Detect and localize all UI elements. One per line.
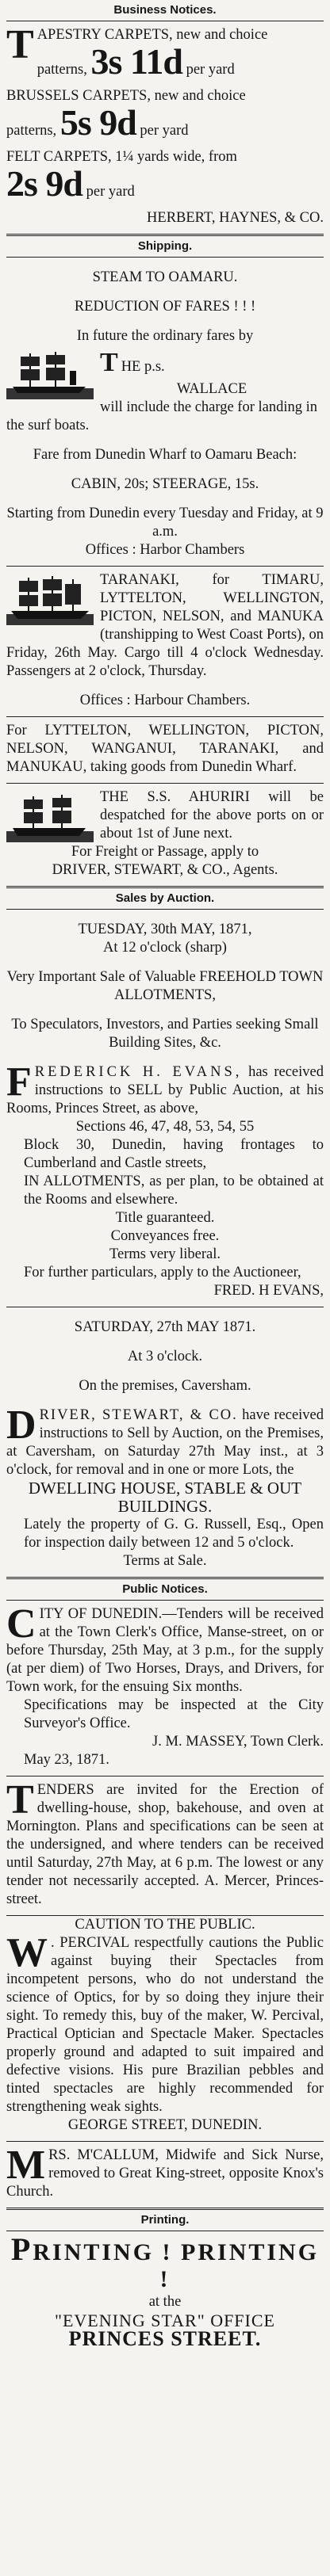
- sale-body: has received instructions to SELL by Public Auction, at his Rooms, Princes Street, as above,: [6, 1064, 324, 1116]
- price-post: per yard: [86, 184, 135, 200]
- dropcap: D: [6, 1402, 36, 1448]
- felt-text: FELT CARPETS, 1¼ yards wide, from: [6, 149, 237, 165]
- ship-illustration-icon: [6, 792, 94, 834]
- divider: [6, 566, 324, 567]
- dropcap: T: [6, 1777, 34, 1822]
- price-pre: patterns,: [6, 123, 57, 139]
- dropcap: F: [6, 1059, 32, 1105]
- sale-audience: To Speculators, Investors, and Parties seeking Small Building Sites, &c.: [11, 1017, 319, 1051]
- manukau-text: For LYTTELTON, WELLINGTON, PICTON, NELSON, WANGANUI, TARANAKI, and MANUKAU, taking goods from Dunedin Wharf.: [6, 723, 324, 775]
- signature: FRED. H EVANS,: [213, 1283, 324, 1299]
- price-pre: patterns,: [36, 62, 87, 78]
- printing-line2: at the: [148, 2294, 182, 2310]
- tapestry-text: APESTRY CARPETS, new and choice: [36, 27, 268, 43]
- section-heading-business: Business Notices.: [113, 3, 217, 17]
- notice-caution: [6, 1916, 324, 2135]
- ad-subtitle: REDUCTION OF FARES ! ! !: [74, 299, 256, 315]
- fare-heading: Fare from Dunedin Wharf to Oamaru Beach:: [33, 447, 297, 463]
- ad-oamaru: [6, 258, 324, 559]
- signature: J. M. MASSEY, Town Clerk.: [152, 1734, 324, 1750]
- felt-price-line: [6, 163, 324, 209]
- section-heading-printing: Printing.: [140, 2213, 190, 2227]
- notice-city-dunedin: [6, 1601, 324, 1769]
- terms: Terms at Sale.: [123, 1553, 207, 1569]
- notice-tenders: [6, 1777, 324, 1909]
- allotments: IN ALLOTMENTS, as per plan, to be obtained at the Rooms and elsewhere.: [24, 1174, 324, 1208]
- apply-line: For Freight or Passage, apply to: [71, 844, 259, 860]
- divider: [6, 2141, 324, 2142]
- ad-printing: [6, 2231, 324, 2350]
- tapestry-price: 3s 11d: [90, 41, 182, 82]
- dropcap: P: [10, 2231, 33, 2267]
- ad-driver-stewart: [6, 1307, 324, 1570]
- taranaki-text: TARANAKI, for TIMARU, LYTTELTON, WELLINGTON, PICTON, NELSON, and MANUKA (transhipping to West Coast Ports), on Friday, 26th May. Cargo till 4 o'clock Wednesday. Passengers at 2 o'clock, Thursday.: [6, 572, 324, 679]
- notice-mccallum: [6, 2143, 324, 2201]
- dropcap: M: [6, 2143, 46, 2188]
- price-post: per yard: [140, 123, 189, 139]
- brussels-price: 5s 9d: [59, 102, 136, 143]
- dropcap: C: [6, 1601, 36, 1647]
- sale-body: have received instructions to Sell by Auction, on the Premises, at Caversham, on Saturday 27th May inst., at 3 o'clock, for removal and in one or more Lots, the: [6, 1407, 324, 1478]
- sale-item: DWELLING HOUSE, STABLE & OUT BUILDINGS.: [28, 1479, 302, 1516]
- sale-title: Very Important Sale of Valuable FREEHOLD TOWN ALLOTMENTS,: [6, 969, 324, 1003]
- notice-title: CAUTION TO THE PUBLIC.: [75, 1917, 255, 1933]
- conveyances: Conveyances free.: [110, 1228, 220, 1244]
- ship-illustration-icon: [6, 349, 94, 399]
- printing-line3: "EVENING STAR" OFFICE: [55, 2311, 275, 2330]
- printing-line4: PRINCES STREET.: [68, 2327, 262, 2350]
- office: Offices : Harbor Chambers: [85, 542, 245, 558]
- section-heading-public: Public Notices.: [122, 1582, 208, 1596]
- divider: [6, 716, 324, 717]
- signature: DRIVER, STEWART, & CO., Agents.: [52, 862, 278, 878]
- tapestry-price-line: [6, 41, 324, 87]
- sections: Sections 46, 47, 48, 53, 54, 55: [75, 1119, 255, 1135]
- signature: A. Mercer, Princes-street.: [6, 1873, 324, 1907]
- section-heading-auction: Sales by Auction.: [115, 891, 215, 905]
- ship-name: WALLACE: [176, 381, 248, 397]
- ship-block: [6, 345, 324, 435]
- notice-date: May 23, 1871.: [24, 1752, 109, 1768]
- sale-time: At 3 o'clock.: [127, 1349, 203, 1364]
- office: Offices : Harbour Chambers.: [79, 693, 251, 708]
- section-heading-shipping: Shipping.: [137, 239, 193, 253]
- notice-specs: Specifications may be inspected at the City Surveyor's Office.: [24, 1697, 324, 1731]
- signature: HERBERT, HAYNES, & CO.: [147, 210, 324, 226]
- owner: Lately the property of G. G. Russell, Esq., Open for inspection daily between 12 and 5 o'clock.: [24, 1517, 324, 1551]
- divider: [6, 1600, 324, 1601]
- notice-text: ITY OF DUNEDIN.—Tenders will be received at the Town Clerk's Office, Manse-street, on or before Thursday, 25th May, at 3 p.m., for the supply (at per diem) of Two Horses, Drays, and Drivers, for Town work, for the ensuing Six months.: [6, 1606, 324, 1695]
- auctioneer-name: RIVER, STEWART, & CO.: [39, 1407, 238, 1423]
- felt-price: 2s 9d: [6, 163, 82, 204]
- brussels-text: BRUSSELS CARPETS, new and choice: [6, 88, 246, 104]
- schedule: Starting from Dunedin every Tuesday and Friday, at 9 a.m.: [6, 506, 324, 540]
- notice-text: . PERCIVAL respectfully cautions the Public against buying their Spectacles from incompetent persons, who do not understand the science of Optics, for by so doing they injure their sight. To remedy this, buy of the maker, W. Percival, Practical Optician and Spectacle Maker. Spectacles properly ground and adapted to suit impaired and defective visions. His pure Brazilian pebbles and tinted spectacles are highly recommended for strengthening weak sights.: [6, 1935, 324, 2115]
- ahuriri-text: THE S.S. AHURIRI will be despatched for the above ports on or about 1st of June next.: [100, 789, 324, 841]
- further: For further particulars, apply to the Auctioneer,: [24, 1265, 301, 1280]
- divider: [6, 783, 324, 784]
- oamaru-text2: will include the charge for landing in the surf boats.: [6, 399, 317, 433]
- ad-ahuriri: [6, 788, 324, 880]
- auctioneer-name: REDERICK H. EVANS,: [34, 1064, 243, 1080]
- dropcap: W: [6, 1930, 48, 1975]
- fares: CABIN, 20s; STEERAGE, 15s.: [71, 476, 259, 492]
- ad-taranaki: [6, 571, 324, 710]
- sale-date: SATURDAY, 27th MAY 1871.: [74, 1319, 256, 1335]
- dropcap: T: [6, 22, 34, 67]
- ad-intro: In future the ordinary fares by: [76, 328, 254, 344]
- oamaru-text: HE p.s.: [121, 359, 165, 375]
- dropcap: T: [100, 348, 118, 377]
- notice-text: RS. M'CALLUM, Midwife and Sick Nurse, removed to Great King-street, opposite Knox's Church.: [6, 2147, 324, 2200]
- notice-text: ENDERS are invited for the Erection of dwelling-house, shop, bakehouse, and oven at Mornington. Plans and specifications can be seen at the undersigned, and where tenders can be received until Saturday, 27th May, at 6 p.m. The lowest or any tender not necessarily accepted.: [6, 1782, 324, 1889]
- printing-line1: RINTING ! PRINTING !: [33, 2239, 320, 2292]
- ship-illustration-icon: [6, 574, 94, 625]
- sale-place: On the premises, Caversham.: [79, 1378, 251, 1394]
- block: Block 30, Dunedin, having frontages to Cumberland and Castle streets,: [24, 1137, 324, 1171]
- brussels-price-line: [6, 102, 324, 148]
- terms: Terms very liberal.: [109, 1246, 221, 1262]
- ad-evans: [6, 910, 324, 1300]
- title-guaranteed: Title guaranteed.: [115, 1210, 215, 1226]
- price-post: per yard: [186, 62, 235, 78]
- ad-manukau: [6, 722, 324, 777]
- sale-time: At 12 o'clock (sharp): [103, 940, 227, 956]
- sale-date: TUESDAY, 30th MAY, 1871,: [78, 922, 252, 937]
- ad-title: STEAM TO OAMARU.: [92, 269, 238, 285]
- address: GEORGE STREET, DUNEDIN.: [67, 2117, 263, 2133]
- ad-carpets: [6, 22, 324, 227]
